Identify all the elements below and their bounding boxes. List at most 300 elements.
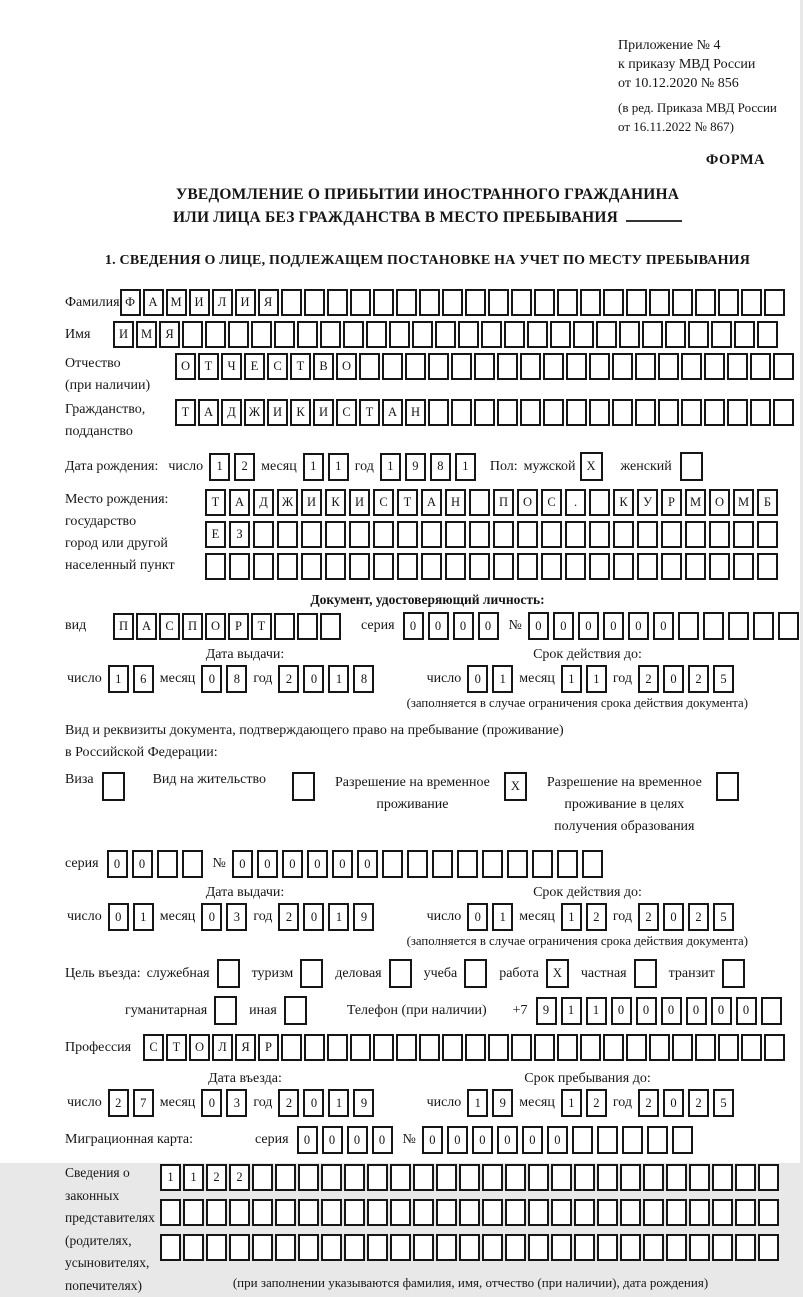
- representative-char-cell[interactable]: [321, 1164, 342, 1191]
- representative-char-cell[interactable]: [505, 1234, 526, 1261]
- patronymic-char-cell[interactable]: С: [267, 353, 288, 380]
- stay-doc-number-cell[interactable]: [457, 850, 478, 878]
- surname-char-cell[interactable]: Ф: [120, 289, 141, 316]
- representative-char-cell[interactable]: [459, 1164, 480, 1191]
- birthplace-char-cell[interactable]: [325, 553, 346, 580]
- date-year-cell[interactable]: 9: [405, 453, 426, 481]
- doc-kind-char-cell[interactable]: Т: [251, 613, 272, 640]
- representative-char-cell[interactable]: [367, 1199, 388, 1226]
- firstname-char-cell[interactable]: [504, 321, 525, 348]
- representative-char-cell[interactable]: [482, 1164, 503, 1191]
- profession-char-cell[interactable]: [557, 1034, 578, 1061]
- birthplace-char-cell[interactable]: [757, 553, 778, 580]
- patronymic-char-cell[interactable]: [566, 353, 587, 380]
- profession-char-cell[interactable]: [511, 1034, 532, 1061]
- representative-char-cell[interactable]: [758, 1199, 779, 1226]
- firstname-char-cell[interactable]: [251, 321, 272, 348]
- representative-char-cell[interactable]: 2: [206, 1164, 227, 1191]
- citizenship-char-cell[interactable]: И: [267, 399, 288, 426]
- citizenship-char-cell[interactable]: [451, 399, 472, 426]
- title-blank-line[interactable]: [626, 207, 682, 222]
- firstname-char-cell[interactable]: [573, 321, 594, 348]
- birthplace-char-cell[interactable]: [277, 521, 298, 548]
- birthplace-char-cell[interactable]: Р: [661, 489, 682, 516]
- profession-char-cell[interactable]: [649, 1034, 670, 1061]
- birthplace-char-cell[interactable]: Д: [253, 489, 274, 516]
- doc-kind-char-cell[interactable]: Р: [228, 613, 249, 640]
- representative-char-cell[interactable]: [482, 1234, 503, 1261]
- citizenship-char-cell[interactable]: [589, 399, 610, 426]
- birthplace-char-cell[interactable]: О: [517, 489, 538, 516]
- citizenship-char-cell[interactable]: [543, 399, 564, 426]
- birthplace-char-cell[interactable]: [565, 553, 586, 580]
- patronymic-char-cell[interactable]: [451, 353, 472, 380]
- birthplace-char-cell[interactable]: И: [301, 489, 322, 516]
- surname-char-cell[interactable]: [488, 289, 509, 316]
- firstname-char-cell[interactable]: [205, 321, 226, 348]
- phone-digit-cell[interactable]: 0: [711, 997, 732, 1025]
- firstname-char-cell[interactable]: [412, 321, 433, 348]
- firstname-char-cell[interactable]: [389, 321, 410, 348]
- representative-char-cell[interactable]: 2: [229, 1164, 250, 1191]
- firstname-char-cell[interactable]: [435, 321, 456, 348]
- birthplace-char-cell[interactable]: [253, 521, 274, 548]
- representative-char-cell[interactable]: [597, 1164, 618, 1191]
- date-month-cell[interactable]: 8: [226, 665, 247, 693]
- representative-char-cell[interactable]: [505, 1199, 526, 1226]
- migration-card-number-cell[interactable]: [597, 1126, 618, 1154]
- stay-doc-number-cell[interactable]: [482, 850, 503, 878]
- date-day-cell[interactable]: 0: [467, 903, 488, 931]
- representative-char-cell[interactable]: [574, 1199, 595, 1226]
- firstname-char-cell[interactable]: [320, 321, 341, 348]
- citizenship-char-cell[interactable]: [612, 399, 633, 426]
- surname-char-cell[interactable]: И: [235, 289, 256, 316]
- date-day-cell[interactable]: 2: [108, 1089, 129, 1117]
- representative-char-cell[interactable]: [252, 1234, 273, 1261]
- firstname-char-cell[interactable]: [274, 321, 295, 348]
- migration-card-number-cell[interactable]: 0: [547, 1126, 568, 1154]
- representative-char-cell[interactable]: [413, 1234, 434, 1261]
- birthplace-char-cell[interactable]: Н: [445, 489, 466, 516]
- firstname-char-cell[interactable]: [734, 321, 755, 348]
- surname-char-cell[interactable]: [557, 289, 578, 316]
- phone-digit-cell[interactable]: 9: [536, 997, 557, 1025]
- date-year-cell[interactable]: 0: [663, 1089, 684, 1117]
- citizenship-char-cell[interactable]: Т: [359, 399, 380, 426]
- patronymic-char-cell[interactable]: [635, 353, 656, 380]
- birthplace-char-cell[interactable]: [733, 553, 754, 580]
- profession-char-cell[interactable]: [764, 1034, 785, 1061]
- patronymic-char-cell[interactable]: Ч: [221, 353, 242, 380]
- date-year-cell[interactable]: 9: [353, 903, 374, 931]
- representative-char-cell[interactable]: [735, 1164, 756, 1191]
- representative-char-cell[interactable]: [160, 1234, 181, 1261]
- citizenship-char-cell[interactable]: [750, 399, 771, 426]
- surname-char-cell[interactable]: А: [143, 289, 164, 316]
- birthplace-char-cell[interactable]: [637, 521, 658, 548]
- birthplace-char-cell[interactable]: [349, 553, 370, 580]
- patronymic-char-cell[interactable]: [474, 353, 495, 380]
- doc-kind-char-cell[interactable]: П: [182, 613, 203, 640]
- birthplace-char-cell[interactable]: [685, 521, 706, 548]
- birthplace-char-cell[interactable]: З: [229, 521, 250, 548]
- patronymic-char-cell[interactable]: [589, 353, 610, 380]
- firstname-char-cell[interactable]: [366, 321, 387, 348]
- citizenship-char-cell[interactable]: [566, 399, 587, 426]
- surname-char-cell[interactable]: [626, 289, 647, 316]
- doc-number-cell[interactable]: [778, 612, 799, 640]
- patronymic-char-cell[interactable]: Е: [244, 353, 265, 380]
- patronymic-char-cell[interactable]: Т: [198, 353, 219, 380]
- profession-char-cell[interactable]: [304, 1034, 325, 1061]
- birthplace-char-cell[interactable]: [733, 521, 754, 548]
- surname-char-cell[interactable]: [396, 289, 417, 316]
- doc-series-cell[interactable]: 0: [478, 612, 499, 640]
- birthplace-char-cell[interactable]: [205, 553, 226, 580]
- citizenship-char-cell[interactable]: А: [198, 399, 219, 426]
- birthplace-char-cell[interactable]: [613, 553, 634, 580]
- date-day-cell[interactable]: 1: [492, 665, 513, 693]
- birthplace-char-cell[interactable]: [709, 553, 730, 580]
- representative-char-cell[interactable]: [482, 1199, 503, 1226]
- birthplace-char-cell[interactable]: С: [541, 489, 562, 516]
- profession-char-cell[interactable]: Я: [235, 1034, 256, 1061]
- birthplace-char-cell[interactable]: [757, 521, 778, 548]
- profession-char-cell[interactable]: [327, 1034, 348, 1061]
- representative-char-cell[interactable]: [413, 1199, 434, 1226]
- profession-char-cell[interactable]: О: [189, 1034, 210, 1061]
- representative-char-cell[interactable]: [712, 1164, 733, 1191]
- patronymic-char-cell[interactable]: [773, 353, 794, 380]
- representative-char-cell[interactable]: [666, 1164, 687, 1191]
- profession-char-cell[interactable]: Л: [212, 1034, 233, 1061]
- citizenship-char-cell[interactable]: [428, 399, 449, 426]
- profession-char-cell[interactable]: [672, 1034, 693, 1061]
- firstname-char-cell[interactable]: [596, 321, 617, 348]
- representative-char-cell[interactable]: [183, 1234, 204, 1261]
- surname-char-cell[interactable]: М: [166, 289, 187, 316]
- doc-kind-char-cell[interactable]: П: [113, 613, 134, 640]
- doc-number-cell[interactable]: 0: [603, 612, 624, 640]
- doc-number-cell[interactable]: [678, 612, 699, 640]
- doc-number-cell[interactable]: 0: [628, 612, 649, 640]
- date-month-cell[interactable]: 1: [328, 453, 349, 481]
- migration-card-number-cell[interactable]: [672, 1126, 693, 1154]
- patronymic-char-cell[interactable]: [658, 353, 679, 380]
- birthplace-char-cell[interactable]: П: [493, 489, 514, 516]
- birthplace-char-cell[interactable]: И: [349, 489, 370, 516]
- representative-char-cell[interactable]: [689, 1164, 710, 1191]
- date-month-cell[interactable]: 1: [561, 1089, 582, 1117]
- date-day-cell[interactable]: 0: [108, 903, 129, 931]
- profession-char-cell[interactable]: Т: [166, 1034, 187, 1061]
- patronymic-char-cell[interactable]: [704, 353, 725, 380]
- patronymic-char-cell[interactable]: [520, 353, 541, 380]
- birthplace-char-cell[interactable]: [421, 521, 442, 548]
- birthplace-char-cell[interactable]: Ж: [277, 489, 298, 516]
- date-day-cell[interactable]: 0: [467, 665, 488, 693]
- profession-char-cell[interactable]: [488, 1034, 509, 1061]
- checkbox-official[interactable]: [217, 959, 240, 988]
- phone-digit-cell[interactable]: 0: [636, 997, 657, 1025]
- representative-char-cell[interactable]: [229, 1199, 250, 1226]
- date-year-cell[interactable]: 0: [663, 665, 684, 693]
- doc-kind-char-cell[interactable]: [297, 613, 318, 640]
- doc-series-cell[interactable]: 0: [453, 612, 474, 640]
- migration-card-number-cell[interactable]: [572, 1126, 593, 1154]
- birthplace-char-cell[interactable]: А: [229, 489, 250, 516]
- surname-char-cell[interactable]: [534, 289, 555, 316]
- date-month-cell[interactable]: 0: [201, 665, 222, 693]
- birthplace-char-cell[interactable]: [661, 521, 682, 548]
- date-year-cell[interactable]: 1: [328, 665, 349, 693]
- representative-char-cell[interactable]: [344, 1199, 365, 1226]
- doc-kind-char-cell[interactable]: О: [205, 613, 226, 640]
- birthplace-char-cell[interactable]: [709, 521, 730, 548]
- checkbox-work[interactable]: X: [546, 959, 569, 988]
- patronymic-char-cell[interactable]: [428, 353, 449, 380]
- profession-char-cell[interactable]: [718, 1034, 739, 1061]
- phone-digit-cell[interactable]: 0: [661, 997, 682, 1025]
- representative-char-cell[interactable]: [252, 1199, 273, 1226]
- citizenship-char-cell[interactable]: А: [382, 399, 403, 426]
- citizenship-char-cell[interactable]: С: [336, 399, 357, 426]
- date-month-cell[interactable]: 0: [201, 903, 222, 931]
- birthplace-char-cell[interactable]: [373, 521, 394, 548]
- representative-char-cell[interactable]: 1: [160, 1164, 181, 1191]
- representative-char-cell[interactable]: [206, 1199, 227, 1226]
- birthplace-char-cell[interactable]: [661, 553, 682, 580]
- representative-char-cell[interactable]: [528, 1199, 549, 1226]
- stay-doc-number-cell[interactable]: 0: [282, 850, 303, 878]
- representative-char-cell[interactable]: [689, 1199, 710, 1226]
- birthplace-char-cell[interactable]: [493, 521, 514, 548]
- date-year-cell[interactable]: 2: [688, 665, 709, 693]
- checkbox-male[interactable]: X: [580, 452, 603, 481]
- representative-char-cell[interactable]: [436, 1234, 457, 1261]
- birthplace-char-cell[interactable]: [685, 553, 706, 580]
- date-month-cell[interactable]: 3: [226, 1089, 247, 1117]
- phone-digit-cell[interactable]: 1: [561, 997, 582, 1025]
- representative-char-cell[interactable]: [206, 1234, 227, 1261]
- representative-char-cell[interactable]: [551, 1234, 572, 1261]
- checkbox-visa[interactable]: [102, 772, 125, 801]
- stay-doc-number-cell[interactable]: [582, 850, 603, 878]
- citizenship-char-cell[interactable]: [681, 399, 702, 426]
- representative-char-cell[interactable]: [344, 1234, 365, 1261]
- doc-series-cell[interactable]: 0: [428, 612, 449, 640]
- patronymic-char-cell[interactable]: В: [313, 353, 334, 380]
- patronymic-char-cell[interactable]: [612, 353, 633, 380]
- stay-doc-number-cell[interactable]: 0: [257, 850, 278, 878]
- patronymic-char-cell[interactable]: [405, 353, 426, 380]
- phone-digit-cell[interactable]: 1: [586, 997, 607, 1025]
- representative-char-cell[interactable]: [528, 1234, 549, 1261]
- representative-char-cell[interactable]: [321, 1199, 342, 1226]
- stay-doc-number-cell[interactable]: 0: [332, 850, 353, 878]
- migration-card-number-cell[interactable]: [622, 1126, 643, 1154]
- birthplace-char-cell[interactable]: [397, 553, 418, 580]
- date-month-cell[interactable]: 1: [303, 453, 324, 481]
- date-year-cell[interactable]: 1: [328, 903, 349, 931]
- birthplace-char-cell[interactable]: [325, 521, 346, 548]
- representative-char-cell[interactable]: [390, 1164, 411, 1191]
- representative-char-cell[interactable]: [390, 1199, 411, 1226]
- representative-char-cell[interactable]: [275, 1164, 296, 1191]
- checkbox-edu-residence[interactable]: [716, 772, 739, 801]
- date-day-cell[interactable]: 2: [234, 453, 255, 481]
- stay-doc-series-cell[interactable]: 0: [107, 850, 128, 878]
- patronymic-char-cell[interactable]: [727, 353, 748, 380]
- date-year-cell[interactable]: 1: [380, 453, 401, 481]
- representative-char-cell[interactable]: [551, 1199, 572, 1226]
- doc-number-cell[interactable]: [728, 612, 749, 640]
- surname-char-cell[interactable]: [580, 289, 601, 316]
- patronymic-char-cell[interactable]: О: [336, 353, 357, 380]
- profession-char-cell[interactable]: [465, 1034, 486, 1061]
- firstname-char-cell[interactable]: [343, 321, 364, 348]
- representative-char-cell[interactable]: [643, 1199, 664, 1226]
- birthplace-char-cell[interactable]: [421, 553, 442, 580]
- representative-char-cell[interactable]: [298, 1234, 319, 1261]
- birthplace-char-cell[interactable]: [301, 521, 322, 548]
- representative-char-cell[interactable]: [551, 1164, 572, 1191]
- birthplace-char-cell[interactable]: [613, 521, 634, 548]
- citizenship-char-cell[interactable]: [474, 399, 495, 426]
- profession-char-cell[interactable]: Р: [258, 1034, 279, 1061]
- date-day-cell[interactable]: 1: [133, 903, 154, 931]
- phone-digit-cell[interactable]: [761, 997, 782, 1025]
- birthplace-char-cell[interactable]: [517, 553, 538, 580]
- firstname-char-cell[interactable]: М: [136, 321, 157, 348]
- birthplace-char-cell[interactable]: [541, 553, 562, 580]
- birthplace-char-cell[interactable]: К: [613, 489, 634, 516]
- profession-char-cell[interactable]: [741, 1034, 762, 1061]
- stay-doc-number-cell[interactable]: [382, 850, 403, 878]
- surname-char-cell[interactable]: [741, 289, 762, 316]
- citizenship-char-cell[interactable]: К: [290, 399, 311, 426]
- citizenship-char-cell[interactable]: [727, 399, 748, 426]
- doc-number-cell[interactable]: 0: [653, 612, 674, 640]
- citizenship-char-cell[interactable]: [497, 399, 518, 426]
- migration-card-number-cell[interactable]: 0: [447, 1126, 468, 1154]
- representative-char-cell[interactable]: [413, 1164, 434, 1191]
- firstname-char-cell[interactable]: [642, 321, 663, 348]
- firstname-char-cell[interactable]: [458, 321, 479, 348]
- date-day-cell[interactable]: 9: [492, 1089, 513, 1117]
- date-year-cell[interactable]: 2: [688, 1089, 709, 1117]
- birthplace-char-cell[interactable]: [589, 521, 610, 548]
- citizenship-char-cell[interactable]: И: [313, 399, 334, 426]
- profession-char-cell[interactable]: [281, 1034, 302, 1061]
- representative-char-cell[interactable]: [643, 1164, 664, 1191]
- representative-char-cell[interactable]: [574, 1234, 595, 1261]
- birthplace-char-cell[interactable]: О: [709, 489, 730, 516]
- birthplace-char-cell[interactable]: У: [637, 489, 658, 516]
- stay-doc-number-cell[interactable]: 0: [357, 850, 378, 878]
- firstname-char-cell[interactable]: [619, 321, 640, 348]
- date-month-cell[interactable]: 3: [226, 903, 247, 931]
- date-year-cell[interactable]: 0: [303, 665, 324, 693]
- phone-digit-cell[interactable]: 0: [686, 997, 707, 1025]
- birthplace-char-cell[interactable]: [469, 489, 490, 516]
- representative-char-cell[interactable]: [735, 1234, 756, 1261]
- date-year-cell[interactable]: 2: [638, 1089, 659, 1117]
- surname-char-cell[interactable]: [350, 289, 371, 316]
- migration-card-series-cell[interactable]: 0: [372, 1126, 393, 1154]
- date-day-cell[interactable]: 6: [133, 665, 154, 693]
- date-year-cell[interactable]: 9: [353, 1089, 374, 1117]
- representative-char-cell[interactable]: [298, 1199, 319, 1226]
- representative-char-cell[interactable]: [160, 1199, 181, 1226]
- representative-char-cell[interactable]: [459, 1234, 480, 1261]
- birthplace-char-cell[interactable]: [469, 521, 490, 548]
- checkbox-other[interactable]: [284, 996, 307, 1025]
- stay-doc-number-cell[interactable]: [507, 850, 528, 878]
- date-month-cell[interactable]: 2: [586, 1089, 607, 1117]
- birthplace-char-cell[interactable]: М: [733, 489, 754, 516]
- checkbox-temp-residence[interactable]: X: [504, 772, 527, 801]
- profession-char-cell[interactable]: [442, 1034, 463, 1061]
- representative-char-cell[interactable]: [344, 1164, 365, 1191]
- date-year-cell[interactable]: 8: [430, 453, 451, 481]
- date-year-cell[interactable]: 2: [278, 665, 299, 693]
- firstname-char-cell[interactable]: [182, 321, 203, 348]
- date-day-cell[interactable]: 1: [467, 1089, 488, 1117]
- patronymic-char-cell[interactable]: [497, 353, 518, 380]
- date-year-cell[interactable]: 0: [303, 903, 324, 931]
- birthplace-char-cell[interactable]: [589, 553, 610, 580]
- birthplace-char-cell[interactable]: [565, 521, 586, 548]
- birthplace-char-cell[interactable]: .: [565, 489, 586, 516]
- profession-char-cell[interactable]: [626, 1034, 647, 1061]
- representative-char-cell[interactable]: [229, 1234, 250, 1261]
- firstname-char-cell[interactable]: [757, 321, 778, 348]
- stay-doc-number-cell[interactable]: 0: [307, 850, 328, 878]
- checkbox-study[interactable]: [464, 959, 487, 988]
- citizenship-char-cell[interactable]: [635, 399, 656, 426]
- citizenship-char-cell[interactable]: Т: [175, 399, 196, 426]
- surname-char-cell[interactable]: Я: [258, 289, 279, 316]
- representative-char-cell[interactable]: [597, 1234, 618, 1261]
- date-year-cell[interactable]: 5: [713, 903, 734, 931]
- birthplace-char-cell[interactable]: Е: [205, 521, 226, 548]
- doc-kind-char-cell[interactable]: А: [136, 613, 157, 640]
- birthplace-char-cell[interactable]: [541, 521, 562, 548]
- birthplace-char-cell[interactable]: А: [421, 489, 442, 516]
- birthplace-char-cell[interactable]: [637, 553, 658, 580]
- migration-card-number-cell[interactable]: [647, 1126, 668, 1154]
- representative-char-cell[interactable]: [367, 1164, 388, 1191]
- firstname-char-cell[interactable]: [550, 321, 571, 348]
- patronymic-char-cell[interactable]: [359, 353, 380, 380]
- birthplace-char-cell[interactable]: [277, 553, 298, 580]
- profession-char-cell[interactable]: С: [143, 1034, 164, 1061]
- birthplace-char-cell[interactable]: [445, 521, 466, 548]
- citizenship-char-cell[interactable]: [520, 399, 541, 426]
- surname-char-cell[interactable]: [327, 289, 348, 316]
- doc-number-cell[interactable]: 0: [578, 612, 599, 640]
- representative-char-cell[interactable]: [321, 1234, 342, 1261]
- representative-char-cell[interactable]: [528, 1164, 549, 1191]
- date-year-cell[interactable]: 2: [638, 665, 659, 693]
- date-year-cell[interactable]: 5: [713, 665, 734, 693]
- date-month-cell[interactable]: 1: [561, 665, 582, 693]
- firstname-char-cell[interactable]: [711, 321, 732, 348]
- date-day-cell[interactable]: 1: [108, 665, 129, 693]
- patronymic-char-cell[interactable]: Т: [290, 353, 311, 380]
